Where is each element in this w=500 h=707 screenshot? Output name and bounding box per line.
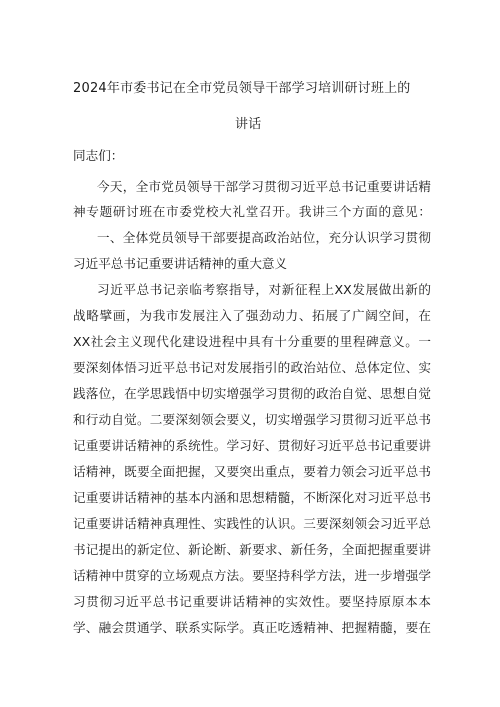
paragraph-line: 记重要讲话精神的系统性。学习好、贯彻好习近平总书记重要讲 [73,438,431,453]
paragraph-line: 话精神中贯穿的立场观点方法。要坚持科学方法，进一步增强学 [73,568,431,583]
paragraph-line: 话精神，既要全面把握，又要突出重点，要着力领会习近平总书 [73,464,431,479]
document-title-line-1: 2024年市委书记在全市党员领导干部学习培训研讨班上的 [73,81,411,96]
paragraph-line: 学、融会贯通学、联系实际学。真正吃透精神、把握精髓，要在 [73,620,431,635]
paragraph-line: 今天，全市党员领导干部学习贯彻习近平总书记重要讲话精 [97,179,431,194]
paragraph-line: 书记提出的新定位、新论断、新要求、新任务，全面把握重要讲 [73,542,431,557]
paragraph-line: 要深刻体悟习近平总书记对发展指引的政治站位、总体定位、实 [73,360,431,375]
paragraph-line: 神专题研讨班在市委党校大礼堂召开。我讲三个方面的意见： [73,204,431,219]
paragraph-line: 记重要讲话精神真理性、实践性的认识。三要深刻领会习近平总 [73,516,431,531]
paragraph-line: 战略擘画，为我市发展注入了强劲动力、拓展了广阔空间，在 [73,308,431,323]
section-heading-line: 一、全体党员领导干部要提高政治站位，充分认识学习贯彻 [97,230,431,245]
paragraph-line: XX社会主义现代化建设进程中具有十分重要的里程碑意义。一 [73,334,431,349]
section-heading-line: 习近平总书记重要讲话精神的重大意义 [73,256,288,271]
document-title-line-2: 讲话 [235,117,262,132]
paragraph-line: 和行动自觉。二要深刻领会要义，切实增强学习贯彻习近平总书 [73,412,431,427]
paragraph-line: 习贯彻习近平总书记重要讲话精神的实效性。要坚持原原本本 [73,594,431,609]
paragraph-line: 习近平总书记亲临考察指导，对新征程上XX发展做出新的 [97,282,431,297]
paragraph-line: 记重要讲话精神的基本内涵和思想精髓，不断深化对习近平总书 [73,490,431,505]
paragraph-line: 践落位，在学思践悟中切实增强学习贯彻的政治自觉、思想自觉 [73,386,431,401]
salutation: 同志们： [73,148,124,163]
